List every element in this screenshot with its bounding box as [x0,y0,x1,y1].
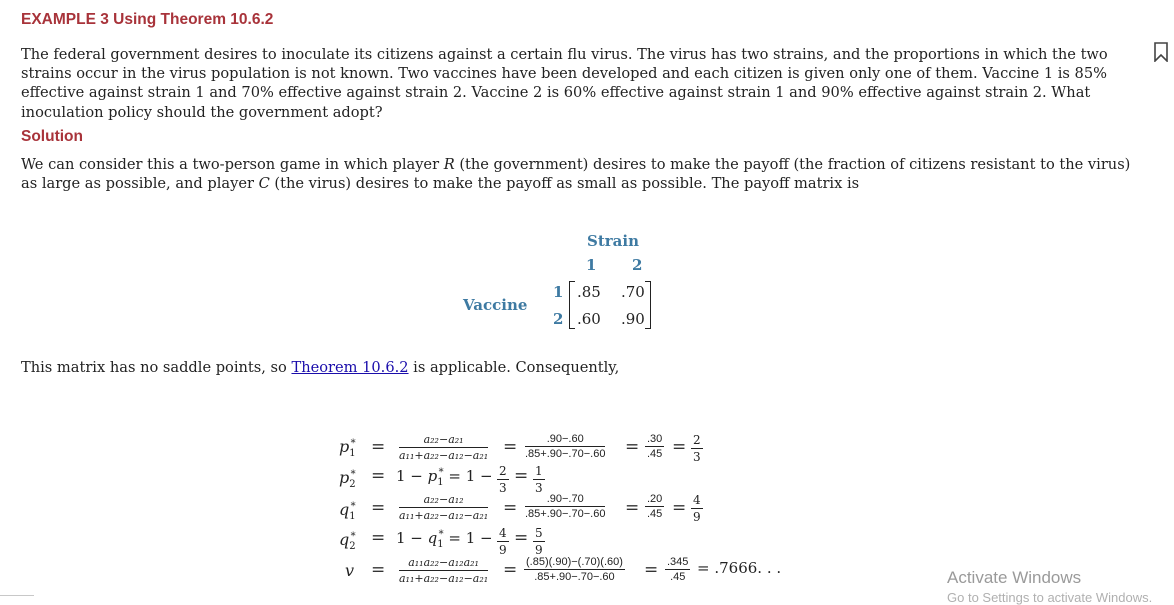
player-r: R [443,156,455,173]
matrix-row-label-2: 2 [553,310,564,328]
matrix-row-label-1: 1 [553,283,564,301]
matrix-row-header: Vaccine [463,296,528,314]
eq-v-result: = .7666. . . [697,559,782,577]
eq-q1-equals-3: = [625,498,640,518]
eq-v-equals: = [371,560,386,580]
eq-q1-equals: = [371,498,386,518]
eq-p2-expression: $1 - p_1^* = 1$ − [396,467,493,488]
eq-p1-equals-3: = [625,437,640,457]
eq-q2-equals-2: = [514,528,529,548]
example-heading: EXAMPLE 3 Using Theorem 10.6.2 [21,11,274,28]
eq-q1-frac-reduced: $\frac{.20}{.45}$ [647,493,663,520]
eq-p1-equals-2: = [503,437,518,457]
matrix-right-bracket [645,281,651,329]
matrix-cell-1-1: .85 [577,283,601,301]
eq-p1-lhs: $p_1^*$ [339,437,356,460]
eq-p2-frac: $\frac{2}{3}$ [499,464,507,495]
eq-q1-lhs: $q_1^*$ [339,500,356,523]
eq-q2-equals: = [371,528,386,548]
eq-q1-result: $\frac{4}{9}$ [693,493,701,524]
eq-p2-equals: = [371,466,386,486]
eq-p1-frac-general: $\frac{\text{a₂₂−a₂₁}}{\text{a₁₁+a₂₂−a₁₂−a₂₁}}$ [399,433,489,462]
problem-text: The federal government desires to inoculate its citizens against a certain flu virus. The virus has two strains, and the proportions in which the two strains occur in the virus population is not known. Two vaccines have been developed and each citizen is given only one of them. Vaccine 1 is 85% effective against strain 1 and 70% effective against strain 2. Vaccine 2 is 60% effective against strain 1 and 90% effective against strain 2. What inoculation policy should the government adopt? [21,46,1108,121]
solution-text-part1: We can consider this a two-person game in which player [21,156,444,173]
eq-q1-frac-general: $\frac{\text{a₂₂−a₁₂}}{\text{a₁₁+a₂₂−a₁₂−a₂₁}}$ [399,493,489,522]
activate-windows-title: Activate Windows [947,568,1082,587]
matrix-cell-2-2: .90 [621,310,645,328]
consequence-before-link: This matrix has no saddle points, so [21,359,292,376]
consequence-after-link: is applicable. Consequently, [408,359,620,376]
eq-v-frac-numeric: $\frac{(.85)(.90)-(.70)(.60)}{.85+.90-.70-.60}$ [526,556,623,583]
eq-q1-frac-numeric: $\frac{.90-.70}{.85+.90-.70-.60}$ [525,493,606,520]
activate-windows-subtitle: Go to Settings to activate Windows. [947,590,1153,605]
solution-heading: Solution [21,128,83,145]
eq-p2-result: $\frac{1}{3}$ [535,464,543,495]
eq-q2-expression: $1 - q_1^* = 1$ − [396,529,493,550]
eq-p1-result: $\frac{2}{3}$ [693,433,701,464]
eq-q2-result: $\frac{5}{9}$ [535,526,543,557]
consequence-text [21,358,1149,377]
eq-q2-frac: $\frac{4}{9}$ [499,526,507,557]
matrix-col-label-2: 2 [632,256,643,274]
matrix-col-header: Strain [587,232,639,250]
eq-q1-equals-4: = [672,498,687,518]
theorem-link[interactable]: Theorem 10.6.2 [291,359,409,376]
eq-p2-lhs: $p_2^*$ [339,468,356,491]
solution-text-part3: (the virus) desires to make the payoff as small as possible. The payoff matrix is [269,175,860,193]
eq-v-frac-general: $\frac{\text{a₁₁a₂₂−a₁₂a₂₁}}{\text{a₁₁+a₂₂−a₁₂−a₂₁}}$ [399,556,489,585]
matrix-col-label-1: 1 [586,256,597,274]
eq-v-equals-2: = [503,560,518,580]
eq-p1-equals-4: = [672,437,687,457]
eq-q2-lhs: $q_2^*$ [339,530,356,553]
solution-text-part2: (the government) desires to make the payoff (the fraction of citizens resistant to the virus) as large as possible, and player [21,156,1131,193]
matrix-cell-2-1: .60 [577,310,601,328]
eq-v-equals-3: = [644,560,659,580]
player-c: C [258,175,270,193]
corner-divider [0,595,34,596]
eq-v-frac-reduced: $\frac{.345}{.45}$ [667,556,689,583]
matrix-cell-1-2: .70 [621,283,645,301]
eq-p1-frac-reduced: $\frac{.30}{.45}$ [647,433,663,460]
eq-q1-equals-2: = [503,498,518,518]
solution-text [21,155,1149,193]
eq-p1-frac-numeric: $\frac{.90-.60}{.85+.90-.70-.60}$ [525,433,606,460]
eq-p2-equals-2: = [514,466,529,486]
matrix-left-bracket [569,281,575,329]
bookmark-icon[interactable] [1153,42,1169,62]
eq-v-lhs: v [345,561,355,580]
eq-p1-equals: = [371,437,386,457]
